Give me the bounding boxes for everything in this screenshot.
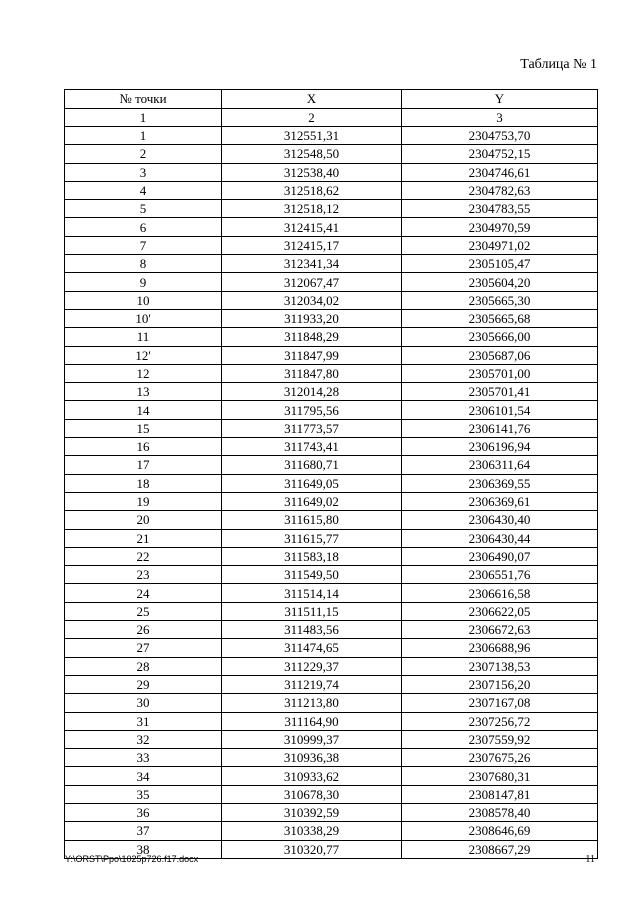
y-coordinate-cell: 2305604,20 bbox=[402, 273, 598, 291]
x-coordinate-cell: 311773,57 bbox=[222, 419, 402, 437]
table-row bbox=[65, 163, 598, 181]
x-coordinate-cell: 312341,34 bbox=[222, 255, 402, 273]
y-coordinate-cell: 2307680,31 bbox=[402, 767, 598, 785]
x-coordinate-cell: 311474,65 bbox=[222, 639, 402, 657]
y-coordinate-cell: 2305687,06 bbox=[402, 346, 598, 364]
point-number-cell: 20 bbox=[65, 511, 222, 529]
table-row bbox=[65, 730, 598, 748]
y-coordinate-cell: 2304782,63 bbox=[402, 181, 598, 199]
x-coordinate-cell: 311219,74 bbox=[222, 675, 402, 693]
table-row bbox=[65, 291, 598, 309]
point-number-cell: 28 bbox=[65, 657, 222, 675]
column-header-point-number: № точки bbox=[65, 90, 222, 109]
x-coordinate-cell: 311514,14 bbox=[222, 584, 402, 602]
point-number-cell: 11 bbox=[65, 328, 222, 346]
point-number-cell: 21 bbox=[65, 529, 222, 547]
point-number-cell: 25 bbox=[65, 602, 222, 620]
table-row bbox=[65, 547, 598, 565]
x-coordinate-cell: 310392,59 bbox=[222, 803, 402, 821]
y-coordinate-cell: 2304970,59 bbox=[402, 218, 598, 236]
x-coordinate-cell: 311615,80 bbox=[222, 511, 402, 529]
x-coordinate-cell: 311511,15 bbox=[222, 602, 402, 620]
point-number-cell: 9 bbox=[65, 273, 222, 291]
x-coordinate-cell: 311649,02 bbox=[222, 492, 402, 510]
x-coordinate-cell: 312551,31 bbox=[222, 127, 402, 145]
point-number-cell: 26 bbox=[65, 621, 222, 639]
point-number-cell: 10 bbox=[65, 291, 222, 309]
x-coordinate-cell: 311583,18 bbox=[222, 547, 402, 565]
point-number-cell: 6 bbox=[65, 218, 222, 236]
table-row bbox=[65, 255, 598, 273]
table-caption: Таблица № 1 bbox=[520, 57, 597, 72]
x-coordinate-cell: 311795,56 bbox=[222, 401, 402, 419]
x-coordinate-cell: 311229,37 bbox=[222, 657, 402, 675]
point-number-cell: 24 bbox=[65, 584, 222, 602]
y-coordinate-cell: 2308147,81 bbox=[402, 785, 598, 803]
table-row bbox=[65, 492, 598, 510]
table-row bbox=[65, 346, 598, 364]
y-coordinate-cell: 2307559,92 bbox=[402, 730, 598, 748]
point-number-cell: 14 bbox=[65, 401, 222, 419]
x-coordinate-cell: 310320,77 bbox=[222, 840, 402, 858]
table-row bbox=[65, 127, 598, 145]
y-coordinate-cell: 2307256,72 bbox=[402, 712, 598, 730]
x-coordinate-cell: 311847,80 bbox=[222, 364, 402, 382]
x-coordinate-cell: 311847,99 bbox=[222, 346, 402, 364]
point-number-cell: 33 bbox=[65, 749, 222, 767]
y-coordinate-cell: 2306101,54 bbox=[402, 401, 598, 419]
point-number-cell: 12' bbox=[65, 346, 222, 364]
table-row bbox=[65, 602, 598, 620]
point-number-cell: 30 bbox=[65, 694, 222, 712]
y-coordinate-cell: 2305105,47 bbox=[402, 255, 598, 273]
table-row bbox=[65, 566, 598, 584]
point-number-cell: 22 bbox=[65, 547, 222, 565]
y-coordinate-cell: 2304752,15 bbox=[402, 145, 598, 163]
point-number-cell: 38 bbox=[65, 840, 222, 858]
y-coordinate-cell: 2306369,55 bbox=[402, 474, 598, 492]
point-number-cell: 3 bbox=[65, 163, 222, 181]
x-coordinate-cell: 312067,47 bbox=[222, 273, 402, 291]
point-number-cell: 32 bbox=[65, 730, 222, 748]
point-number-cell: 17 bbox=[65, 456, 222, 474]
y-coordinate-cell: 2307167,08 bbox=[402, 694, 598, 712]
point-number-cell: 8 bbox=[65, 255, 222, 273]
table-body bbox=[65, 127, 598, 859]
table-row bbox=[65, 181, 598, 199]
point-number-cell: 15 bbox=[65, 419, 222, 437]
table-row bbox=[65, 383, 598, 401]
page-number: 11 bbox=[585, 854, 595, 865]
x-coordinate-cell: 312538,40 bbox=[222, 163, 402, 181]
point-number-cell: 2 bbox=[65, 145, 222, 163]
header-row bbox=[65, 90, 598, 109]
table-row bbox=[65, 529, 598, 547]
point-number-cell: 35 bbox=[65, 785, 222, 803]
table-row bbox=[65, 474, 598, 492]
table-row bbox=[65, 456, 598, 474]
x-coordinate-cell: 311213,80 bbox=[222, 694, 402, 712]
y-coordinate-cell: 2306672,63 bbox=[402, 621, 598, 639]
y-coordinate-cell: 2308667,29 bbox=[402, 840, 598, 858]
y-coordinate-cell: 2306490,07 bbox=[402, 547, 598, 565]
y-coordinate-cell: 2306430,40 bbox=[402, 511, 598, 529]
y-coordinate-cell: 2306430,44 bbox=[402, 529, 598, 547]
table-row bbox=[65, 657, 598, 675]
table-row bbox=[65, 328, 598, 346]
x-coordinate-cell: 312518,62 bbox=[222, 181, 402, 199]
point-number-cell: 1 bbox=[65, 127, 222, 145]
y-coordinate-cell: 2306616,58 bbox=[402, 584, 598, 602]
x-coordinate-cell: 311933,20 bbox=[222, 309, 402, 327]
table-row bbox=[65, 803, 598, 821]
point-number-cell: 7 bbox=[65, 236, 222, 254]
point-number-cell: 5 bbox=[65, 200, 222, 218]
x-coordinate-cell: 312548,50 bbox=[222, 145, 402, 163]
y-coordinate-cell: 2305701,00 bbox=[402, 364, 598, 382]
y-coordinate-cell: 2308578,40 bbox=[402, 803, 598, 821]
y-coordinate-cell: 2306196,94 bbox=[402, 438, 598, 456]
x-coordinate-cell: 312415,17 bbox=[222, 236, 402, 254]
column-number: 2 bbox=[222, 108, 402, 127]
y-coordinate-cell: 2304783,55 bbox=[402, 200, 598, 218]
table-row bbox=[65, 419, 598, 437]
y-coordinate-cell: 2306141,76 bbox=[402, 419, 598, 437]
x-coordinate-cell: 312034,02 bbox=[222, 291, 402, 309]
table-row bbox=[65, 200, 598, 218]
y-coordinate-cell: 2306369,61 bbox=[402, 492, 598, 510]
table-row bbox=[65, 712, 598, 730]
table-row bbox=[65, 639, 598, 657]
column-header-x: X bbox=[222, 90, 402, 109]
y-coordinate-cell: 2305701,41 bbox=[402, 383, 598, 401]
table-row bbox=[65, 364, 598, 382]
table-row bbox=[65, 401, 598, 419]
table-row bbox=[65, 438, 598, 456]
x-coordinate-cell: 311848,29 bbox=[222, 328, 402, 346]
y-coordinate-cell: 2306688,96 bbox=[402, 639, 598, 657]
point-number-cell: 19 bbox=[65, 492, 222, 510]
y-coordinate-cell: 2307156,20 bbox=[402, 675, 598, 693]
table-row bbox=[65, 145, 598, 163]
table-row bbox=[65, 218, 598, 236]
y-coordinate-cell: 2305665,68 bbox=[402, 309, 598, 327]
y-coordinate-cell: 2306622,05 bbox=[402, 602, 598, 620]
y-coordinate-cell: 2304753,70 bbox=[402, 127, 598, 145]
table-row bbox=[65, 675, 598, 693]
table-row bbox=[65, 273, 598, 291]
x-coordinate-cell: 312518,12 bbox=[222, 200, 402, 218]
table-row bbox=[65, 511, 598, 529]
y-coordinate-cell: 2306551,76 bbox=[402, 566, 598, 584]
x-coordinate-cell: 311649,05 bbox=[222, 474, 402, 492]
point-number-cell: 29 bbox=[65, 675, 222, 693]
y-coordinate-cell: 2307138,53 bbox=[402, 657, 598, 675]
column-header-y: Y bbox=[402, 90, 598, 109]
x-coordinate-cell: 312415,41 bbox=[222, 218, 402, 236]
y-coordinate-cell: 2304971,02 bbox=[402, 236, 598, 254]
x-coordinate-cell: 311743,41 bbox=[222, 438, 402, 456]
point-number-cell: 37 bbox=[65, 822, 222, 840]
footer-file-path: Y:\ORST\Ppo\1025p726.f17.docx bbox=[65, 854, 199, 864]
point-number-cell: 27 bbox=[65, 639, 222, 657]
table-header bbox=[65, 90, 598, 127]
y-coordinate-cell: 2305666,00 bbox=[402, 328, 598, 346]
x-coordinate-cell: 311164,90 bbox=[222, 712, 402, 730]
table-row bbox=[65, 236, 598, 254]
point-number-cell: 18 bbox=[65, 474, 222, 492]
table-row bbox=[65, 584, 598, 602]
x-coordinate-cell: 310936,38 bbox=[222, 749, 402, 767]
x-coordinate-cell: 310933,62 bbox=[222, 767, 402, 785]
column-number: 3 bbox=[402, 108, 598, 127]
table-row bbox=[65, 749, 598, 767]
column-number: 1 bbox=[65, 108, 222, 127]
table-row bbox=[65, 767, 598, 785]
point-number-cell: 16 bbox=[65, 438, 222, 456]
x-coordinate-cell: 312014,28 bbox=[222, 383, 402, 401]
point-number-cell: 12 bbox=[65, 364, 222, 382]
point-number-cell: 31 bbox=[65, 712, 222, 730]
point-number-cell: 23 bbox=[65, 566, 222, 584]
x-coordinate-cell: 310999,37 bbox=[222, 730, 402, 748]
point-number-cell: 34 bbox=[65, 767, 222, 785]
y-coordinate-cell: 2305665,30 bbox=[402, 291, 598, 309]
table-row bbox=[65, 785, 598, 803]
x-coordinate-cell: 310338,29 bbox=[222, 822, 402, 840]
table-row bbox=[65, 822, 598, 840]
x-coordinate-cell: 311549,50 bbox=[222, 566, 402, 584]
y-coordinate-cell: 2307675,26 bbox=[402, 749, 598, 767]
x-coordinate-cell: 311483,56 bbox=[222, 621, 402, 639]
x-coordinate-cell: 311615,77 bbox=[222, 529, 402, 547]
coordinates-table bbox=[64, 89, 598, 859]
point-number-cell: 13 bbox=[65, 383, 222, 401]
point-number-cell: 4 bbox=[65, 181, 222, 199]
y-coordinate-cell: 2308646,69 bbox=[402, 822, 598, 840]
column-numbering-row bbox=[65, 108, 598, 127]
y-coordinate-cell: 2304746,61 bbox=[402, 163, 598, 181]
x-coordinate-cell: 311680,71 bbox=[222, 456, 402, 474]
point-number-cell: 36 bbox=[65, 803, 222, 821]
table-row bbox=[65, 621, 598, 639]
table-row bbox=[65, 694, 598, 712]
point-number-cell: 10' bbox=[65, 309, 222, 327]
x-coordinate-cell: 310678,30 bbox=[222, 785, 402, 803]
y-coordinate-cell: 2306311,64 bbox=[402, 456, 598, 474]
table-row bbox=[65, 309, 598, 327]
